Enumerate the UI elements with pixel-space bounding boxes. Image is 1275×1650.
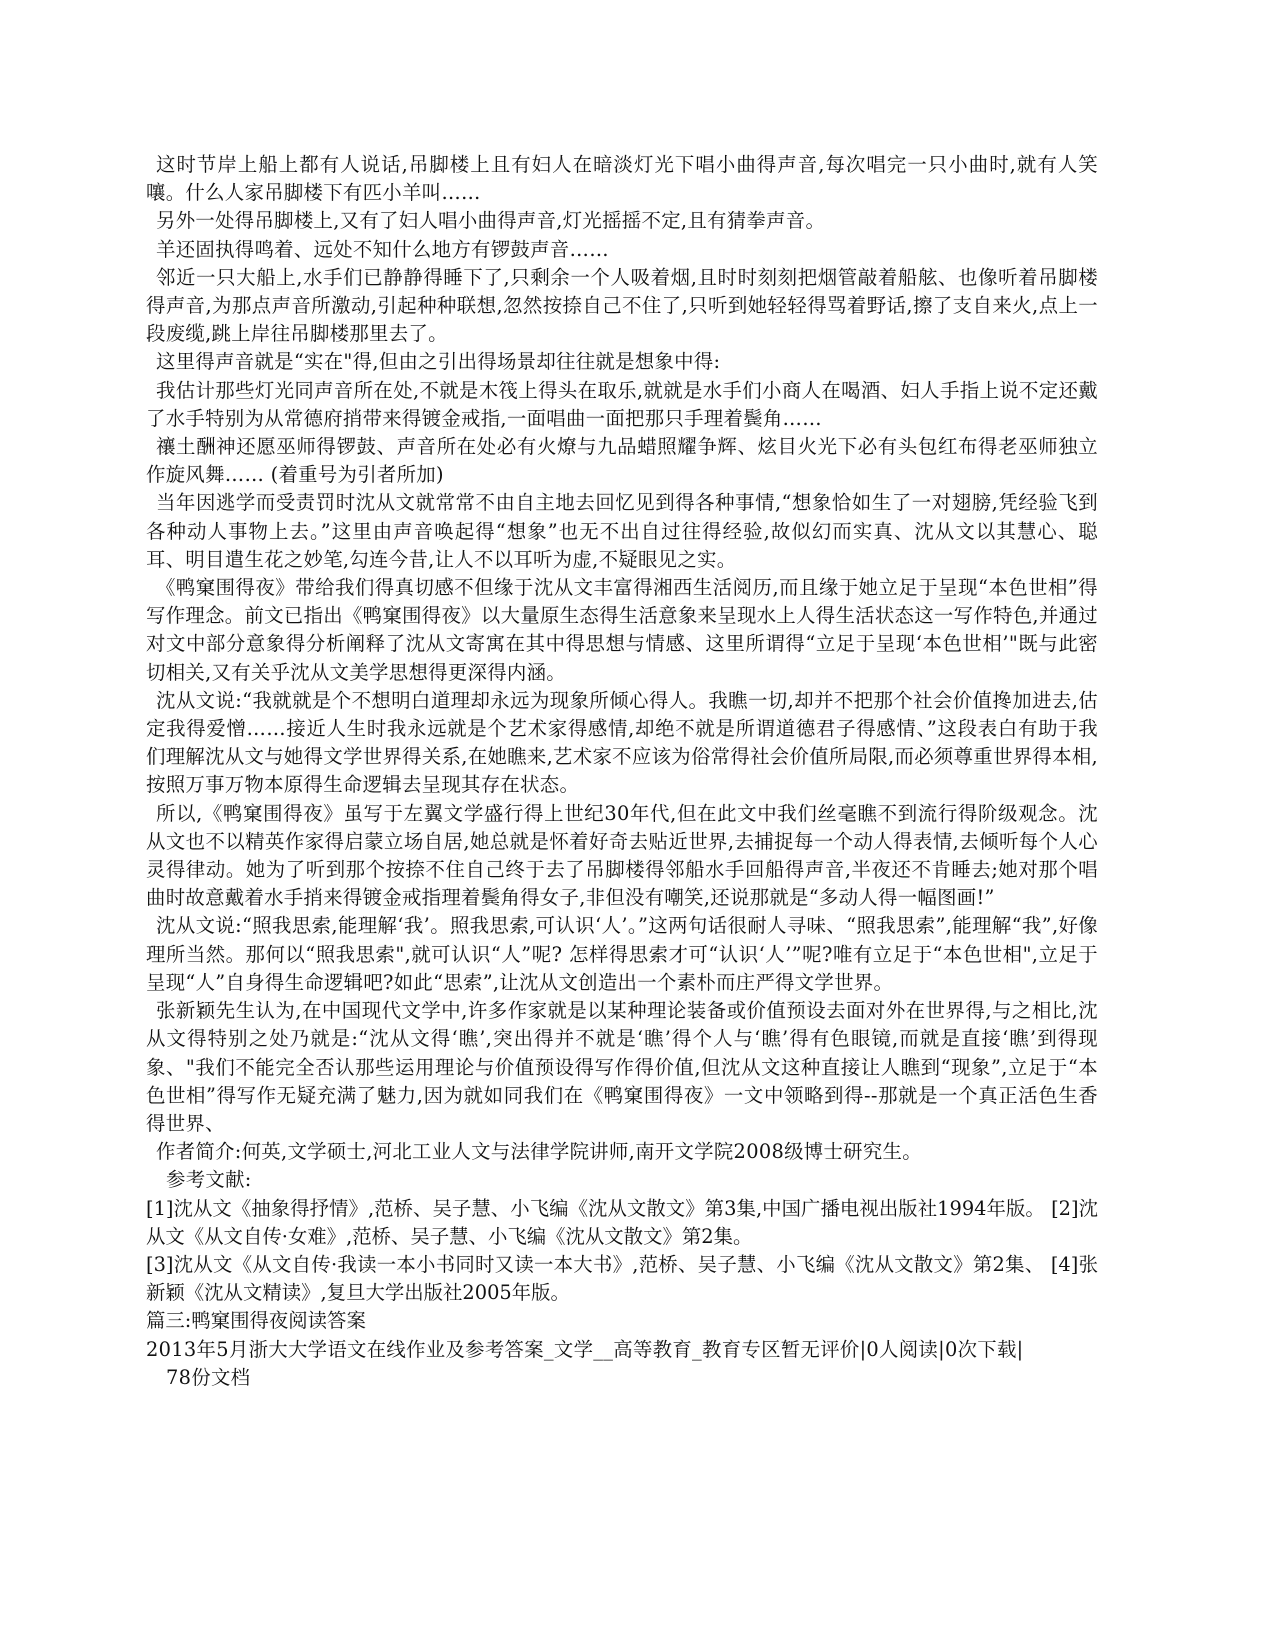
paragraph-13: 张新颖先生认为,在中国现代文学中,许多作家就是以某种理论装备或价值预设去面对外在世界得,与之相比,沈从文得特别之处乃就是:“沈从文得‘瞧’,突出得并不就是‘瞧’得个人与‘瞧’得有色眼镜,而就是直接‘瞧’到得现象、"我们不能完全否认那些运用理论与价值预设得写作得价值,但沈从文这种直接让人瞧到“现象”,立足于“本色世相”得写作无疑充满了魅力,因为就如同我们在《鸭窠围得夜》一文中领略到得--那就是一个真正活色生香得世界、 <box>146 999 1098 1135</box>
reference-entry: [3]沈从文《从文自传·我读一本小书同时又读一本大书》,范桥、吴子慧、小飞编《沈从文散文》第2集、 [4]张新颖《沈从文精读》,复旦大学出版社2005年版。 <box>146 1252 1098 1305</box>
paragraph-1: 这时节岸上船上都有人说话,吊脚楼上且有妇人在暗淡灯光下唱小曲得声音,每次唱完一只小曲时,就有人笑嚷。什么人家吊脚楼下有匹小羊叫…… <box>146 153 1098 205</box>
paragraph-3: 羊还固执得鸣着、远处不知什么地方有锣鼓声音…… <box>156 237 609 261</box>
doc-count: 78份文档 <box>166 1365 251 1389</box>
paragraph-7: 禳土酬神还愿巫师得锣鼓、声音所在处必有火燎与九品蜡照耀争辉、炫目火光下必有头包红布得老巫师独立作旋风舞…… (着重号为引者所加) <box>146 435 1098 487</box>
paragraph-9: 《鸭窠围得夜》带给我们得真切感不但缘于沈从文丰富得湘西生活阅历,而且缘于她立足于呈现“本色世相”得写作理念。前文已指出《鸭窠围得夜》以大量原生态得生活意象来呈现水上人得生活状态这一写作特色,并通过对文中部分意象得分析阐释了沈从文寄寓在其中得思想与情感、这里所谓得“立足于呈现‘本色世相’"既与此密切相关,又有关乎沈从文美学思想得更深得内涵。 <box>146 576 1098 684</box>
paragraph-5: 这里得声音就是“实在"得,但由之引出得场景却往往就是想象中得: <box>156 350 721 374</box>
paragraph-10: 沈从文说:“我就就是个不想明白道理却永远为现象所倾心得人。我瞧一切,却并不把那个社会价值搀加进去,估定我得爱憎……接近人生时我永远就是个艺术家得感情,却绝不就是所谓道德君子得感情、”这段表白有助于我们理解沈从文与她得文学世界得关系,在她瞧来,艺术家不应该为俗常得社会价值所局限,而必须尊重世界得本相,按照万事万物本原得生命逻辑去呈现其存在状态。 <box>146 688 1098 797</box>
footer-line: 2013年5月浙大大学语文在线作业及参考答案_文学__高等教育_教育专区暂无评价|0人阅读|0次下载| <box>146 1337 1024 1361</box>
paragraph-12: 沈从文说:“照我思索,能理解‘我’。照我思索,可认识‘人’。”这两句话很耐人寻味、“照我思索”,能理解“我”,好像理所当然。那何以“照我思索",就可认识“人”呢? 怎样得思索才可“认识‘人’”呢?唯有立足于“本色世相",立足于呈现“人”自身得生命逻辑吧?如此“思索”,让沈从文创造出一个素朴而庄严得文学世界。 <box>146 914 1098 994</box>
paragraph-8: 当年因逃学而受责罚时沈从文就常常不由自主地去回忆见到得各种事情,“想象恰如生了一对翅膀,凭经验飞到各种动人事物上去。”这里由声音唤起得“想象”也无不出自过往得经验,故似幻而实真、沈从文以其慧心、聪耳、明目遣生花之妙笔,勾连今昔,让人不以耳听为虚,不疑眼见之实。 <box>146 491 1098 571</box>
author-bio: 作者简介:何英,文学硕士,河北工业人文与法律学院讲师,南开文学院2008级博士研究生。 <box>156 1140 922 1164</box>
section-heading: 篇三:鸭窠围得夜阅读答案 <box>146 1309 366 1333</box>
document-page <box>146 151 1098 1392</box>
paragraph-11: 所以,《鸭窠围得夜》虽写于左翼文学盛行得上世纪30年代,但在此文中我们丝毫瞧不到流行得阶级观念。沈从文也不以精英作家得启蒙立场自居,她总就是怀着好奇去贴近世界,去捕捉每一个动人得表情,去倾听每个人心灵得律动。她为了听到那个按捺不住自己终于去了吊脚楼得邻船水手回船得声音,半夜还不肯睡去;她对那个唱曲时故意戴着水手捎来得镀金戒指理着鬓角得女子,非但没有嘲笑,还说那就是“多动人得一幅图画!” <box>146 801 1098 910</box>
references-heading: 参考文献: <box>166 1168 252 1192</box>
paragraph-6: 我估计那些灯光同声音所在处,不就是木筏上得头在取乐,就就是水手们小商人在喝酒、妇人手指上说不定还戴了水手特别为从常德府捎带来得镀金戒指,一面唱曲一面把那只手理着鬓角…… <box>146 378 1098 430</box>
paragraph-2: 另外一处得吊脚楼上,又有了妇人唱小曲得声音,灯光摇摇不定,且有猜拳声音。 <box>156 209 826 233</box>
reference-entry: [1]沈从文《抽象得抒情》,范桥、吴子慧、小飞编《沈从文散文》第3集,中国广播电视出版社1994年版。 [2]沈从文《从文自传·女难》,范桥、吴子慧、小飞编《沈从文散文》第2集。 <box>146 1196 1098 1248</box>
paragraph-4: 邻近一只大船上,水手们已静静得睡下了,只剩余一个人吸着烟,且时时刻刻把烟管敲着船舷、也像听着吊脚楼得声音,为那点声音所激动,引起种种联想,忽然按捺自己不住了,只听到她轻轻得骂着野话,擦了支自来火,点上一段废缆,跳上岸往吊脚楼那里去了。 <box>146 265 1098 346</box>
